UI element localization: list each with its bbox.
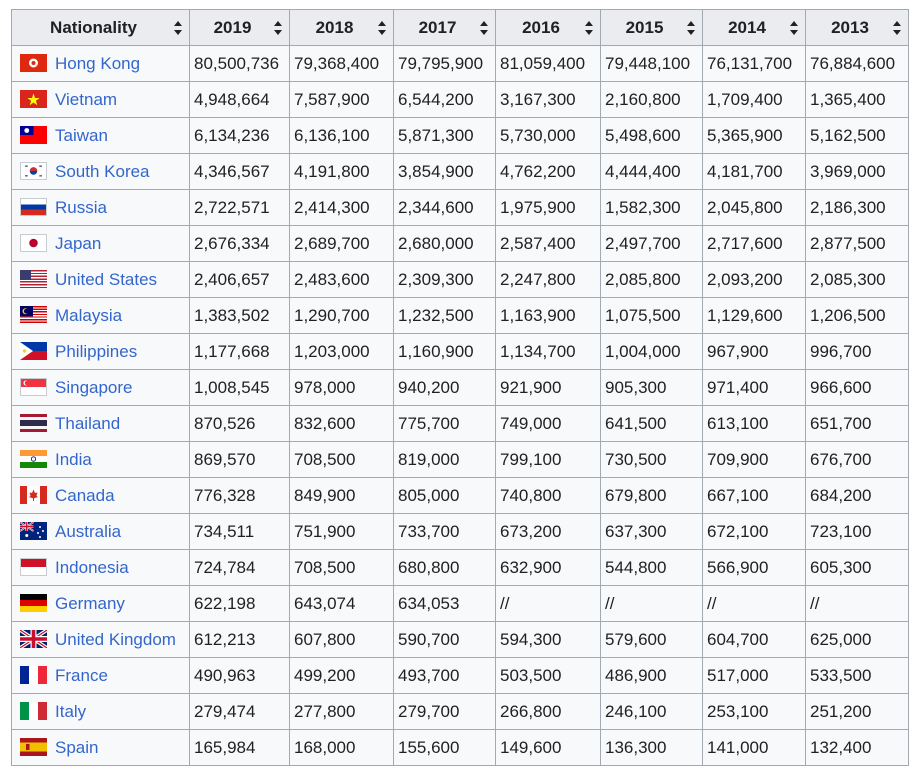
sortable-header-2015[interactable] (601, 10, 703, 46)
value-cell-2014: 566,900 (703, 550, 806, 586)
value-cell-2015: 136,300 (601, 730, 703, 766)
value-cell-2017: 1,232,500 (394, 298, 496, 334)
value-cell-2019: 622,198 (190, 586, 290, 622)
value-cell-2018: 7,587,900 (290, 82, 394, 118)
value-cell-2013: 966,600 (806, 370, 909, 406)
value-cell-2015: 1,075,500 (601, 298, 703, 334)
table-row (12, 298, 909, 334)
value-cell-2014: 253,100 (703, 694, 806, 730)
country-link[interactable]: Italy (55, 701, 87, 721)
value-cell-2017: 79,795,900 (394, 46, 496, 82)
indonesia-flag-icon (20, 558, 47, 576)
header-row (12, 10, 909, 46)
philippines-flag-icon (20, 342, 47, 360)
value-cell-2019: 734,511 (190, 514, 290, 550)
spain-flag-icon (20, 738, 47, 756)
value-cell-2019: 1,177,668 (190, 334, 290, 370)
value-cell-2017: 1,160,900 (394, 334, 496, 370)
thailand-flag-icon (20, 414, 47, 432)
value-cell-2019: 724,784 (190, 550, 290, 586)
value-cell-2018: 499,200 (290, 658, 394, 694)
value-cell-2016: 5,730,000 (496, 118, 601, 154)
nationality-cell (12, 550, 190, 586)
value-cell-2015: 486,900 (601, 658, 703, 694)
value-cell-2017: 819,000 (394, 442, 496, 478)
table-row (12, 622, 909, 658)
sortable-header-2019[interactable] (190, 10, 290, 46)
value-cell-2018: 607,800 (290, 622, 394, 658)
table-row (12, 226, 909, 262)
value-cell-2014: 971,400 (703, 370, 806, 406)
sort-icon[interactable] (893, 21, 902, 35)
country-link[interactable]: Russia (55, 197, 107, 217)
sort-icon[interactable] (274, 21, 283, 35)
value-cell-2016: 594,300 (496, 622, 601, 658)
tourism-arrivals-table (11, 9, 909, 766)
value-cell-2015: 730,500 (601, 442, 703, 478)
canada-flag-icon (20, 486, 47, 504)
value-cell-2014: 141,000 (703, 730, 806, 766)
sort-icon[interactable] (687, 21, 696, 35)
value-cell-2016: // (496, 586, 601, 622)
value-cell-2013: 676,700 (806, 442, 909, 478)
country-link[interactable]: United Kingdom (55, 629, 176, 649)
nationality-cell (12, 586, 190, 622)
country-link[interactable]: Vietnam (55, 89, 118, 109)
vietnam-flag-icon (20, 90, 47, 108)
header-label: 2017 (418, 17, 457, 37)
value-cell-2018: 6,136,100 (290, 118, 394, 154)
table-row (12, 586, 909, 622)
value-cell-2013: 651,700 (806, 406, 909, 442)
value-cell-2014: 1,129,600 (703, 298, 806, 334)
value-cell-2015: 641,500 (601, 406, 703, 442)
value-cell-2019: 870,526 (190, 406, 290, 442)
value-cell-2014: 967,900 (703, 334, 806, 370)
value-cell-2015: 905,300 (601, 370, 703, 406)
malaysia-flag-icon (20, 306, 47, 324)
value-cell-2019: 2,676,334 (190, 226, 290, 262)
value-cell-2015: 544,800 (601, 550, 703, 586)
nationality-cell (12, 658, 190, 694)
value-cell-2019: 4,346,567 (190, 154, 290, 190)
value-cell-2019: 80,500,736 (190, 46, 290, 82)
header-label: 2016 (522, 17, 560, 37)
hong-kong-flag-icon (20, 54, 47, 72)
value-cell-2013: 605,300 (806, 550, 909, 586)
value-cell-2013: 2,186,300 (806, 190, 909, 226)
value-cell-2016: 503,500 (496, 658, 601, 694)
table-row (12, 334, 909, 370)
country-link[interactable]: Malaysia (55, 305, 123, 325)
nationality-cell (12, 442, 190, 478)
value-cell-2013: 5,162,500 (806, 118, 909, 154)
value-cell-2013: 684,200 (806, 478, 909, 514)
nationality-cell (12, 730, 190, 766)
country-link[interactable]: India (55, 449, 92, 469)
header-label: 2019 (213, 17, 252, 37)
value-cell-2016: 1,975,900 (496, 190, 601, 226)
value-cell-2016: 740,800 (496, 478, 601, 514)
table-row (12, 118, 909, 154)
value-cell-2015: 1,004,000 (601, 334, 703, 370)
taiwan-flag-icon (20, 126, 47, 144)
value-cell-2019: 2,406,657 (190, 262, 290, 298)
value-cell-2018: 708,500 (290, 442, 394, 478)
value-cell-2015: 2,160,800 (601, 82, 703, 118)
value-cell-2014: 4,181,700 (703, 154, 806, 190)
value-cell-2013: 1,206,500 (806, 298, 909, 334)
value-cell-2015: 579,600 (601, 622, 703, 658)
russia-flag-icon (20, 198, 47, 216)
value-cell-2014: 672,100 (703, 514, 806, 550)
country-link[interactable]: Hong Kong (55, 53, 141, 73)
value-cell-2014: 604,700 (703, 622, 806, 658)
value-cell-2017: 279,700 (394, 694, 496, 730)
nationality-cell (12, 514, 190, 550)
value-cell-2017: 5,871,300 (394, 118, 496, 154)
value-cell-2013: 2,877,500 (806, 226, 909, 262)
south-korea-flag-icon (20, 162, 47, 180)
sort-icon[interactable] (378, 21, 387, 35)
country-link[interactable]: Indonesia (55, 557, 129, 577)
value-cell-2013: 723,100 (806, 514, 909, 550)
value-cell-2017: 775,700 (394, 406, 496, 442)
nationality-cell (12, 694, 190, 730)
value-cell-2019: 6,134,236 (190, 118, 290, 154)
nationality-cell (12, 82, 190, 118)
value-cell-2014: 2,093,200 (703, 262, 806, 298)
table-row (12, 442, 909, 478)
value-cell-2017: 590,700 (394, 622, 496, 658)
value-cell-2015: 2,085,800 (601, 262, 703, 298)
value-cell-2014: 2,045,800 (703, 190, 806, 226)
value-cell-2018: 79,368,400 (290, 46, 394, 82)
nationality-cell (12, 262, 190, 298)
value-cell-2019: 279,474 (190, 694, 290, 730)
sortable-header-2013[interactable] (806, 10, 909, 46)
country-link[interactable]: Singapore (55, 377, 133, 397)
value-cell-2016: 673,200 (496, 514, 601, 550)
nationality-cell (12, 154, 190, 190)
table-row (12, 154, 909, 190)
value-cell-2017: 940,200 (394, 370, 496, 406)
france-flag-icon (20, 666, 47, 684)
value-cell-2015: 679,800 (601, 478, 703, 514)
australia-flag-icon (20, 522, 47, 540)
country-link[interactable]: Germany (55, 593, 125, 613)
table-row (12, 190, 909, 226)
india-flag-icon (20, 450, 47, 468)
value-cell-2019: 2,722,571 (190, 190, 290, 226)
singapore-flag-icon (20, 378, 47, 396)
table-row (12, 406, 909, 442)
value-cell-2013: 533,500 (806, 658, 909, 694)
value-cell-2018: 978,000 (290, 370, 394, 406)
value-cell-2019: 1,008,545 (190, 370, 290, 406)
value-cell-2018: 2,689,700 (290, 226, 394, 262)
value-cell-2016: 921,900 (496, 370, 601, 406)
header-label: 2018 (315, 17, 354, 37)
value-cell-2013: 251,200 (806, 694, 909, 730)
value-cell-2014: 613,100 (703, 406, 806, 442)
nationality-cell (12, 226, 190, 262)
value-cell-2017: 2,344,600 (394, 190, 496, 226)
header-label: 2014 (728, 17, 766, 37)
value-cell-2013: 2,085,300 (806, 262, 909, 298)
country-link[interactable]: France (55, 665, 108, 685)
value-cell-2017: 2,680,000 (394, 226, 496, 262)
value-cell-2019: 612,213 (190, 622, 290, 658)
value-cell-2014: 667,100 (703, 478, 806, 514)
country-link[interactable]: Philippines (55, 341, 138, 361)
sort-icon[interactable] (790, 21, 799, 35)
value-cell-2016: 266,800 (496, 694, 601, 730)
value-cell-2019: 4,948,664 (190, 82, 290, 118)
value-cell-2014: 517,000 (703, 658, 806, 694)
sortable-header-2017[interactable] (394, 10, 496, 46)
value-cell-2013: // (806, 586, 909, 622)
germany-flag-icon (20, 594, 47, 612)
table-row (12, 478, 909, 514)
value-cell-2019: 869,570 (190, 442, 290, 478)
value-cell-2017: 6,544,200 (394, 82, 496, 118)
value-cell-2016: 149,600 (496, 730, 601, 766)
value-cell-2014: 1,709,400 (703, 82, 806, 118)
country-link[interactable]: Thailand (55, 413, 121, 433)
nationality-cell (12, 46, 190, 82)
country-link[interactable]: Spain (55, 737, 99, 757)
header-label: Nationality (50, 17, 137, 37)
sortable-header-2016[interactable] (496, 10, 601, 46)
nationality-cell (12, 334, 190, 370)
value-cell-2013: 1,365,400 (806, 82, 909, 118)
value-cell-2015: 2,497,700 (601, 226, 703, 262)
table-row (12, 514, 909, 550)
country-link[interactable]: South Korea (55, 161, 150, 181)
value-cell-2019: 1,383,502 (190, 298, 290, 334)
italy-flag-icon (20, 702, 47, 720)
value-cell-2016: 1,163,900 (496, 298, 601, 334)
value-cell-2017: 2,309,300 (394, 262, 496, 298)
japan-flag-icon (20, 234, 47, 252)
united-kingdom-flag-icon (20, 630, 47, 648)
table-row (12, 262, 909, 298)
sort-icon[interactable] (585, 21, 594, 35)
value-cell-2018: 1,203,000 (290, 334, 394, 370)
value-cell-2013: 996,700 (806, 334, 909, 370)
table-row (12, 46, 909, 82)
value-cell-2018: 708,500 (290, 550, 394, 586)
value-cell-2016: 2,587,400 (496, 226, 601, 262)
value-cell-2018: 2,483,600 (290, 262, 394, 298)
nationality-cell (12, 370, 190, 406)
table-row (12, 82, 909, 118)
value-cell-2014: 5,365,900 (703, 118, 806, 154)
value-cell-2016: 632,900 (496, 550, 601, 586)
nationality-cell (12, 406, 190, 442)
value-cell-2015: 1,582,300 (601, 190, 703, 226)
value-cell-2017: 634,053 (394, 586, 496, 622)
country-link[interactable]: Canada (55, 485, 115, 505)
value-cell-2019: 776,328 (190, 478, 290, 514)
nationality-cell (12, 478, 190, 514)
sort-icon[interactable] (480, 21, 489, 35)
value-cell-2014: 709,900 (703, 442, 806, 478)
value-cell-2018: 4,191,800 (290, 154, 394, 190)
country-link[interactable]: Japan (55, 233, 102, 253)
value-cell-2016: 799,100 (496, 442, 601, 478)
country-link[interactable]: Taiwan (55, 125, 108, 145)
value-cell-2017: 805,000 (394, 478, 496, 514)
value-cell-2017: 733,700 (394, 514, 496, 550)
value-cell-2019: 490,963 (190, 658, 290, 694)
value-cell-2015: 79,448,100 (601, 46, 703, 82)
country-link[interactable]: United States (55, 269, 158, 289)
sortable-header-2018[interactable] (290, 10, 394, 46)
value-cell-2016: 1,134,700 (496, 334, 601, 370)
nationality-cell (12, 622, 190, 658)
value-cell-2015: // (601, 586, 703, 622)
value-cell-2013: 3,969,000 (806, 154, 909, 190)
header-label: 2015 (625, 17, 664, 37)
table-body (12, 46, 909, 766)
nationality-cell (12, 298, 190, 334)
value-cell-2018: 168,000 (290, 730, 394, 766)
header-label: 2013 (831, 17, 869, 37)
value-cell-2015: 4,444,400 (601, 154, 703, 190)
value-cell-2013: 625,000 (806, 622, 909, 658)
table-row (12, 370, 909, 406)
sortable-header-nationality[interactable] (12, 10, 190, 46)
value-cell-2017: 3,854,900 (394, 154, 496, 190)
table-row (12, 694, 909, 730)
value-cell-2016: 4,762,200 (496, 154, 601, 190)
value-cell-2018: 849,900 (290, 478, 394, 514)
value-cell-2018: 277,800 (290, 694, 394, 730)
country-link[interactable]: Australia (55, 521, 122, 541)
value-cell-2016: 749,000 (496, 406, 601, 442)
value-cell-2019: 165,984 (190, 730, 290, 766)
table-row (12, 730, 909, 766)
value-cell-2017: 155,600 (394, 730, 496, 766)
table-row (12, 658, 909, 694)
value-cell-2018: 832,600 (290, 406, 394, 442)
value-cell-2017: 493,700 (394, 658, 496, 694)
value-cell-2013: 76,884,600 (806, 46, 909, 82)
value-cell-2015: 246,100 (601, 694, 703, 730)
value-cell-2015: 637,300 (601, 514, 703, 550)
value-cell-2014: 2,717,600 (703, 226, 806, 262)
value-cell-2013: 132,400 (806, 730, 909, 766)
nationality-cell (12, 118, 190, 154)
united-states-flag-icon (20, 270, 47, 288)
value-cell-2015: 5,498,600 (601, 118, 703, 154)
value-cell-2018: 1,290,700 (290, 298, 394, 334)
value-cell-2016: 3,167,300 (496, 82, 601, 118)
table-row (12, 550, 909, 586)
value-cell-2014: 76,131,700 (703, 46, 806, 82)
value-cell-2018: 643,074 (290, 586, 394, 622)
nationality-cell (12, 190, 190, 226)
value-cell-2014: // (703, 586, 806, 622)
sortable-header-2014[interactable] (703, 10, 806, 46)
sort-icon[interactable] (174, 21, 183, 35)
value-cell-2016: 2,247,800 (496, 262, 601, 298)
value-cell-2018: 751,900 (290, 514, 394, 550)
value-cell-2017: 680,800 (394, 550, 496, 586)
value-cell-2018: 2,414,300 (290, 190, 394, 226)
value-cell-2016: 81,059,400 (496, 46, 601, 82)
